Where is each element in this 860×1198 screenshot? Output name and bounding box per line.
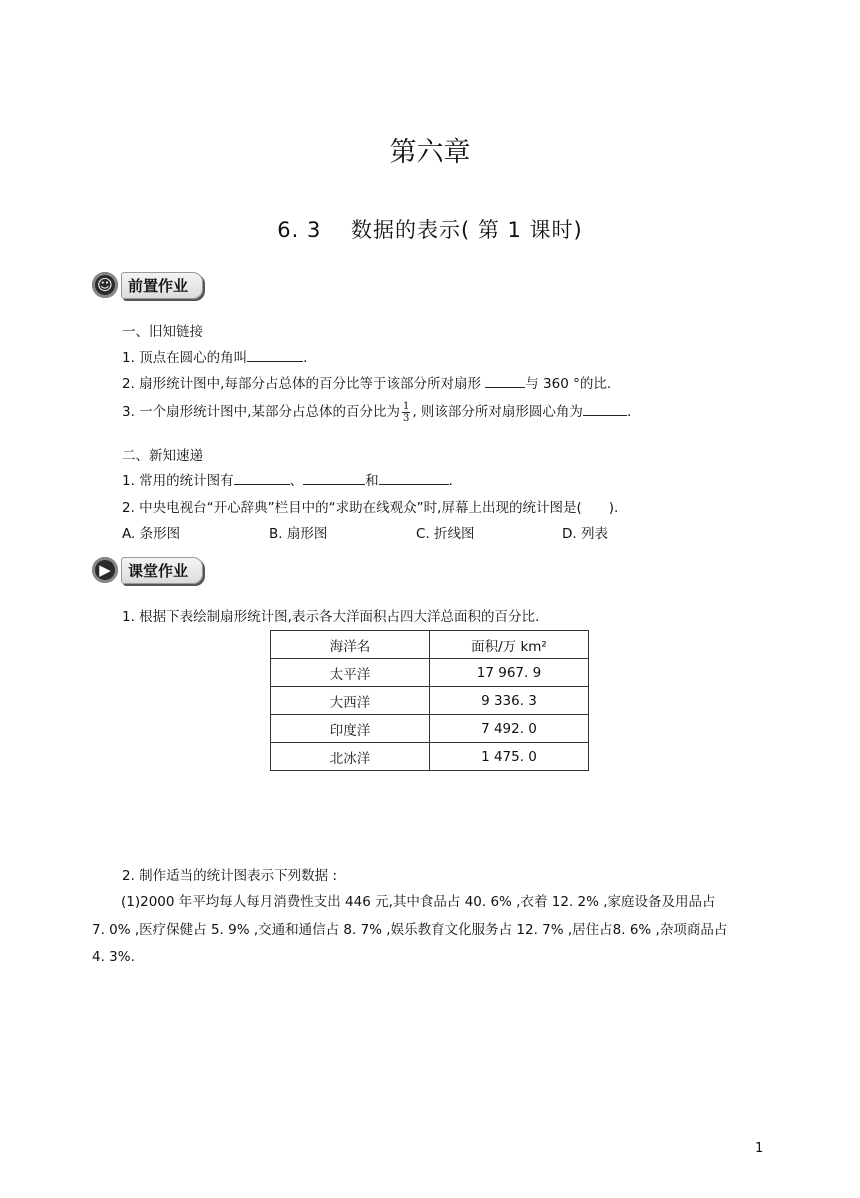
data-paragraph-line-2: 7. 0% ,医疗保健占 5. 9% ,交通和通信占 8. 7% ,娱乐教育文化服务占 12. 7% ,居住占8. 6% ,杂项商品占: [92, 922, 728, 938]
question-1-end: .: [303, 350, 308, 366]
class-question-1: 1. 根据下表绘制扇形统计图,表示各大洋面积占四大洋总面积的百分比.: [122, 609, 540, 625]
question-2-text: 2. 扇形统计图中,每部分占总体的百分比等于该部分所对扇形: [122, 376, 481, 392]
chapter-title: 第六章: [389, 137, 471, 168]
table-row: [271, 659, 589, 687]
table-row: [271, 687, 589, 715]
play-icon: ▶: [92, 557, 118, 583]
separator: 、: [289, 473, 304, 489]
table-cell: 1 475. 0: [430, 743, 589, 771]
question-2-end: 与 360 °的比.: [525, 376, 612, 392]
answer-blank: [247, 348, 303, 362]
class-work-label: 课堂作业: [121, 557, 203, 584]
separator: 和: [365, 473, 379, 489]
table-cell: 北冰洋: [271, 743, 430, 771]
table-cell: 17 967. 9: [430, 659, 589, 687]
part1-heading: 一、旧知链接: [122, 324, 203, 340]
table-row: [271, 743, 589, 771]
answer-blank: [234, 471, 290, 485]
pre-work-label: 前置作业: [121, 272, 203, 299]
class-work-badge: [92, 557, 203, 583]
table-cell: 9 336. 3: [430, 687, 589, 715]
question-3-text: 3. 一个扇形统计图中,某部分占总体的百分比为: [122, 404, 400, 420]
table-cell: 印度洋: [271, 715, 430, 743]
new-question-2: 2. 中央电视台“开心辞典”栏目中的“求助在线观众”时,屏幕上出现的统计图是( ).: [122, 500, 619, 516]
class-question-2: 2. 制作适当的统计图表示下列数据 :: [122, 868, 338, 884]
answer-blank: [583, 402, 627, 416]
question-1-text: 1. 顶点在圆心的角叫: [122, 350, 248, 366]
data-paragraph-line-3: 4. 3%.: [92, 949, 135, 965]
table-header: 面积/万 km²: [430, 631, 589, 659]
question-3-end: .: [626, 404, 632, 420]
data-paragraph-line-1: (1)2000 年平均每人每月消费性支出 446 元,其中食品占 40. 6% ,衣着 12. 2% ,家庭设备及用品占: [121, 894, 716, 910]
table-cell: 大西洋: [271, 687, 430, 715]
fraction-denominator: 3: [402, 412, 410, 424]
question-3-middle: , 则该部分所对扇形圆心角为: [412, 404, 583, 420]
section-title: 6. 3 数据的表示( 第 1 课时): [277, 218, 583, 242]
table-header-row: [271, 631, 589, 659]
answer-blank: [303, 471, 365, 485]
fraction: [402, 401, 410, 424]
part2-heading: 二、新知速递: [122, 448, 203, 464]
table-cell: 太平洋: [271, 659, 430, 687]
question-3: [122, 400, 631, 424]
table-row: [271, 715, 589, 743]
option-c: C. 折线图: [416, 526, 475, 542]
page-number: 1: [755, 1141, 764, 1156]
ocean-area-table: [270, 630, 589, 771]
option-d: D. 列表: [562, 526, 608, 542]
option-b: B. 扇形图: [269, 526, 328, 542]
option-a: A. 条形图: [122, 526, 181, 542]
answer-blank: [379, 471, 449, 485]
fraction-numerator: 1: [402, 400, 410, 412]
new-question-1-end: .: [448, 473, 453, 489]
answer-blank: [485, 374, 525, 388]
new-question-1-text: 1. 常用的统计图有: [122, 473, 234, 489]
table-cell: 7 492. 0: [430, 715, 589, 743]
new-question-1: [122, 469, 453, 489]
pre-work-badge: [92, 272, 203, 298]
question-1: [122, 346, 307, 366]
question-2: [122, 372, 611, 392]
smile-icon: ☺: [92, 272, 118, 298]
table-header: 海洋名: [271, 631, 430, 659]
